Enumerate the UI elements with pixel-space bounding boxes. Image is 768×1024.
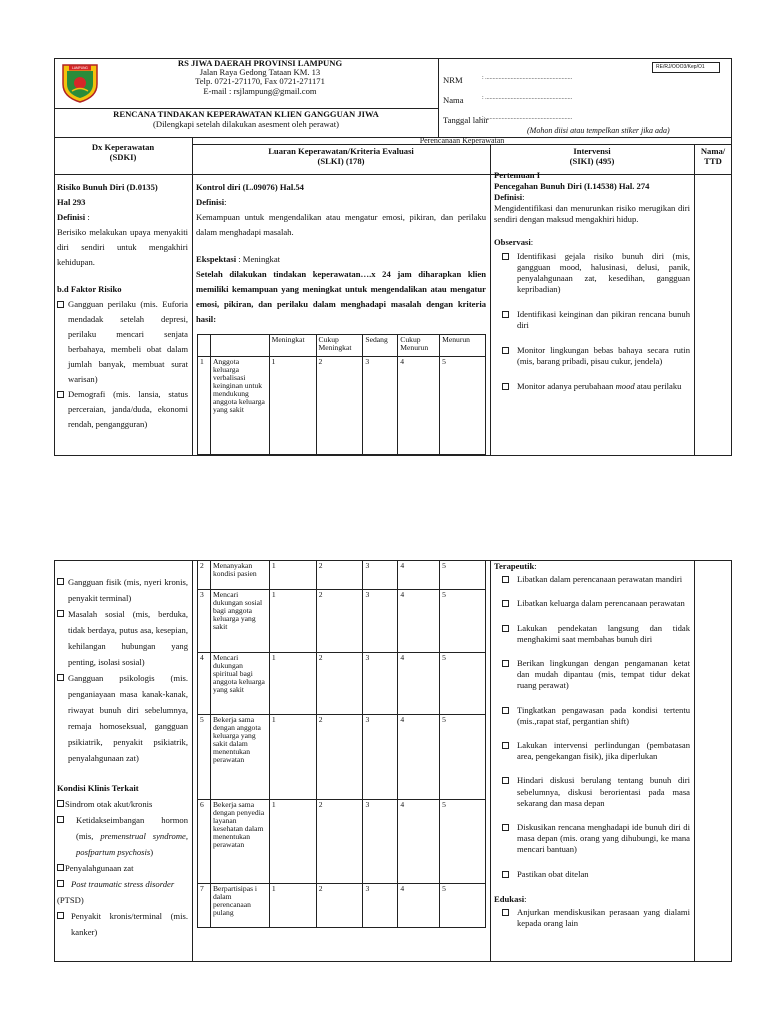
nrm-field[interactable]: : .......................................................... (482, 75, 573, 81)
tanggal-lahir-field[interactable]: : .......................................................... (482, 115, 573, 121)
dx-factor-item: Gangguan perilaku (mis. Euforia mendadak setelah depresi, perilaku mencari senjata berbahaya, membeli obat dalam jumlah banyak, membuat surat warisan) (68, 299, 188, 384)
checkbox[interactable] (502, 576, 509, 583)
intervensi-content: Pertemuan I Pencegahan Bunuh Diri (I.14538) Hal. 274 Definisi: Mengidentifikasi dan menurunkan risiko merugikan diri sendiri dengan maksud mengakhiri hidup. Observasi: Identifikasi gejala risiko bunuh diri (mis, gangguan mood, halusinasi, delusi, panik, penyalahgunaan zat, kesedihan, gangguan kepribadian) Identifikasi keinginan dan pikiran rencana bunuh diri Monitor lingkungan bebas bahaya secara rutin (mis, barang pribadi, pisau cukur, jendela) Monitor adanya perubahaan mood atau perilaku (494, 170, 690, 391)
dx-factor-item: Masalah sosial (mis, berduka, tidak berdaya, putus asa, kesepian, kehilangan hubungan yang penting, isolasi sosial) (68, 609, 188, 667)
dx-factor-item: Demografi (mis. lansia, status perceraian, janda/duda, ekonomi rendah, pengangguran) (68, 389, 188, 429)
form-subtitle: (Dilengkapi setelah dilakukan asesment oleh perawat) (153, 119, 339, 129)
terapeutik-item: Pastikan obat ditelan (517, 868, 589, 879)
dx-factor-title: b.d Faktor Risiko (57, 284, 122, 294)
hospital-name: RS JIWA DAERAH PROVINSI LAMPUNG (177, 58, 343, 68)
setelah-text: Setelah dilakukan tindakan keperawatan….x 24 jam diharapkan klien memiliki kemampuan yang meningkat untuk mengendalikan atau mengatur emosi, pikiran, dan perilaku dalam menghadapi masalah dengan kriteria hasil: (196, 269, 486, 324)
checkbox[interactable] (57, 800, 64, 807)
ekspektasi-value: : Meningkat (236, 254, 281, 264)
score-cell[interactable]: 2 (316, 800, 363, 884)
kondisi-item: Sindrom otak akut/kronis (65, 799, 153, 809)
tanggal-lahir-label: Tanggal lahir (443, 115, 489, 125)
dx-title: Risiko Bunuh Diri (D.0135) (57, 182, 158, 192)
col-header-perencanaan: Perencanaan Keperawatan (419, 136, 505, 145)
checkbox[interactable] (502, 660, 509, 667)
score-cell[interactable]: 1 (269, 715, 316, 800)
observasi-item: Monitor lingkungan bebas bahaya secara rutin (mis, barang pribadi, pisau cukur, jendela) (517, 345, 690, 366)
checkbox[interactable] (502, 625, 509, 632)
score-cell[interactable]: 5 (440, 357, 486, 455)
edukasi-item: Anjurkan mendiskusikan perasaan yang dialami kepada orang lain (517, 907, 690, 929)
form-title: RENCANA TINDAKAN KEPERAWATAN KLIEN GANGGUAN JIWA (113, 109, 379, 119)
kriteria-row: 1 Anggota keluarga verbalisasi keinginan untuk mendukung anggota keluarga yang sakit 1 2 3 4 5 (198, 357, 486, 455)
score-cell[interactable]: 4 (398, 800, 440, 884)
divider (694, 144, 695, 456)
hospital-logo (60, 62, 100, 104)
kriteria-row: 3 Mencari dukungan sosial bagi anggota keluarga yang sakit 1 2 3 4 5 (198, 590, 486, 653)
checkbox[interactable] (502, 253, 509, 260)
checkbox[interactable] (57, 880, 64, 887)
score-cell[interactable]: 3 (363, 590, 398, 653)
divider (192, 137, 193, 456)
hospital-phone: Telp. 0721-271170, Fax 0721-271171 (195, 76, 325, 87)
checkbox[interactable] (502, 707, 509, 714)
dx-def-text: Berisiko melakukan upaya menyakiti diri sendiri untuk mengakhiri kehidupan. (57, 227, 188, 267)
kriteria-table-continued (197, 560, 486, 928)
score-cell[interactable]: 4 (398, 590, 440, 653)
checkbox[interactable] (502, 311, 509, 318)
intervensi-def-label: Definisi (494, 192, 523, 202)
checkbox[interactable] (502, 347, 509, 354)
checkbox[interactable] (57, 816, 64, 823)
score-cell[interactable]: 2 (316, 561, 363, 590)
intervensi-content-continued: Terapeutik: Libatkan dalam perencanaan perawatan mandiri Libatkan keluarga dalam perencanaan perawatan Lakukan pendekatan langsung dan tidak menghakimi saat membahas bunuh diri Berikan lingkungan dengan pengamanan ketat dan mudah dipantau (mis, tempat tidur dekat ruang perawat) Tingkatkan pengawasan pada kondisi tertentu (mis.,rapat staf, pergantian shift) Lakukan intervensi perlindungan (pembatasan area, pengekangan fisik), jika diperlukan Hindari diskusi berulang tentang bunuh diri sebelumnya, diskusi berorientasi pada masa sekarang dan masa depan Diskusikan rencana menghadapi ide bunuh diri di masa depan (mis. orang yang dihubungi, ke mana mencari bantuan) Pastikan obat ditelan Edukasi: Anjurkan mendiskusikan perasaan yang dialami kepada orang lain (494, 561, 690, 929)
checkbox[interactable] (57, 391, 64, 398)
terapeutik-item: Libatkan keluarga dalam perencanaan perawatan (517, 598, 685, 609)
terapeutik-item: Berikan lingkungan dengan pengamanan ketat dan mudah dipantau (mis, tempat tidur dekat ruang perawat) (517, 658, 690, 691)
edukasi-label: Edukasi (494, 893, 525, 904)
dx-content-continued (57, 574, 188, 940)
nrm-label: NRM (443, 75, 463, 85)
luaran-content: Kontrol diri (L.09076) Hal.54 Definisi: Kemampuan untuk mengendalikan atau mengatur emosi, pikiran, dan perilaku dalam menghadapi masalah. Ekspektasi : Meningkat Setelah dilakukan tindakan keperawatan….x 24 jam diharapkan klien memiliki kemampuan yang meningkat untuk mengendalikan atau mengatur emosi, pikiran, dan perilaku dalam menghadapi masalah dengan kriteria hasil: (196, 180, 486, 327)
score-cell[interactable]: 3 (363, 653, 398, 715)
scale-header: Cukup Menurun (398, 335, 440, 357)
score-cell[interactable]: 2 (316, 715, 363, 800)
checkbox[interactable] (502, 600, 509, 607)
score-cell[interactable]: 2 (316, 590, 363, 653)
luaran-title: Kontrol diri (L.09076) Hal.54 (196, 182, 304, 192)
score-cell[interactable]: 3 (363, 561, 398, 590)
kondisi-item: Post traumatic stress disorder (71, 879, 175, 889)
score-cell[interactable]: 1 (269, 884, 316, 928)
score-cell[interactable]: 5 (440, 715, 486, 800)
terapeutik-label: Terapeutik (494, 561, 535, 571)
terapeutik-item: Tingkatkan pengawasan pada kondisi tertentu (mis.,rapat staf, pergantian shift) (517, 704, 690, 726)
checkbox[interactable] (502, 909, 509, 916)
ekspektasi-label: Ekspektasi (196, 254, 237, 264)
kondisi-item: Penyalahgunaan zat (65, 863, 134, 873)
score-cell[interactable]: 1 (269, 561, 316, 590)
scale-header: Menurun (440, 335, 486, 357)
terapeutik-item: Lakukan pendekatan langsung dan tidak menghakimi saat membahas bunuh diri (517, 622, 690, 644)
score-cell[interactable]: 2 (316, 357, 363, 455)
scale-header: Cukup Meningkat (316, 335, 363, 357)
dx-content: Risiko Bunuh Diri (D.0135) Hal 293 Definisi : Berisiko melakukan upaya menyakiti diri sendiri untuk mengakhiri kehidupan. b.d Faktor Risiko Gangguan perilaku (mis. Euforia mendadak setelah depresi, perilaku mencari senjata berbahaya, membeli obat dalam jumlah banyak, membuat surat warisan) Demografi (mis. lansia, status perceraian, janda/duda, ekonomi rendah, pengangguran) (57, 180, 188, 432)
dx-def-label: Definisi (57, 212, 86, 222)
kriteria-row: 6 Bekerja sama dengan penyedia layanan kesehatan dalam menentukan perawatan 1 2 3 4 5 (198, 800, 486, 884)
checkbox[interactable] (57, 578, 64, 585)
score-cell[interactable]: 5 (440, 590, 486, 653)
terapeutik-item: Lakukan intervensi perlindungan (pembatasan area, pengekangan fisik), jika diperlukan (517, 740, 690, 762)
observasi-item-mood: Monitor adanya perubahaan mood atau perilaku (517, 381, 682, 391)
score-cell[interactable]: 4 (398, 653, 440, 715)
checkbox[interactable] (57, 610, 64, 617)
scale-header: Meningkat (269, 335, 316, 357)
checkbox[interactable] (502, 824, 509, 831)
kondisi-title: Kondisi Klinis Terkait (57, 783, 139, 793)
score-cell[interactable]: 1 (269, 800, 316, 884)
logo-text: LAMPUNG (72, 66, 88, 70)
divider (694, 560, 695, 962)
score-cell[interactable]: 1 (269, 357, 316, 455)
terapeutik-item: Hindari diskusi berulang tentang bunuh diri sebelumnya, diskusi berorientasi pada masa sekarang dan masa depan (517, 775, 690, 808)
score-cell[interactable]: 5 (440, 653, 486, 715)
luaran-def-text: Kemampuan untuk mengendalikan atau mengatur emosi, pikiran, dan perilaku dalam menghadapi masalah. (196, 212, 486, 237)
checkbox[interactable] (57, 864, 64, 871)
score-cell[interactable]: 4 (398, 357, 440, 455)
checkbox[interactable] (57, 301, 64, 308)
hospital-info (150, 59, 370, 96)
kriteria-row: 4 Mencari dukungan spiritual bagi anggota keluarga yang sakit 1 2 3 4 5 (198, 653, 486, 715)
observasi-item: Identifikasi gejala risiko bunuh diri (mis, gangguan mood, halusinasi, delusi, panik, penyalahgunaan zat, kesedihan, gangguan kepribadian) (517, 251, 690, 294)
luaran-def-label: Definisi (196, 197, 225, 207)
divider (490, 144, 491, 456)
divider (192, 560, 193, 962)
nama-field[interactable]: : .......................................................... (482, 95, 573, 101)
dx-factor-item: Gangguan psikologis (mis. penganiayaan masa kanak-kanak, riwayat bunuh diri sebelumnya, remaja homoseksual, gangguan psikiatrik, penyakit psikiatrik, penyalahgunaan zat) (68, 673, 188, 763)
intervensi-def-text: Mengidentifikasi dan menurunkan risiko merugikan diri sendiri dengan maksud mengakhiri hidup. (494, 203, 690, 224)
pertemuan-label: Pertemuan I (494, 170, 541, 180)
observasi-label: Observasi (494, 237, 531, 247)
col-header-luaran: Luaran Keperawatan/Kriteria Evaluasi (SLKI) (178) (268, 146, 414, 166)
form-code: RE/RJ/OOO3/Kep/O1 (652, 62, 720, 73)
checkbox[interactable] (502, 871, 509, 878)
observasi-item: Identifikasi keinginan dan pikiran rencana bunuh diri (517, 309, 690, 330)
score-cell[interactable]: 5 (440, 884, 486, 928)
score-cell[interactable]: 5 (440, 800, 486, 884)
terapeutik-item: Diskusikan rencana menghadapi ide bunuh diri di masa depan (mis. orang yang dihubungi, ke mana mencari bantuan) (517, 822, 690, 855)
score-cell[interactable]: 4 (398, 715, 440, 800)
kondisi-item: Penyakit kronis/terminal (mis. kanker) (71, 911, 188, 937)
checkbox[interactable] (502, 742, 509, 749)
divider (490, 560, 491, 962)
dx-page: Hal 293 (57, 197, 86, 207)
col-header-intervensi: Intervensi (SIKI) (495) (569, 146, 615, 166)
form-title-block (56, 109, 436, 129)
kriteria-row: 7 Berpartisipas i dalam perencanaan pulang 1 2 3 4 5 (198, 884, 486, 928)
hospital-address: Jalan Raya Gedong Tataan KM. 13 (199, 67, 321, 78)
kriteria-row: 2 Menanyakan kondisi pasien 1 2 3 4 5 (198, 561, 486, 590)
kondisi-item-ptsd: (PTSD) (57, 895, 84, 905)
score-cell[interactable]: 2 (316, 653, 363, 715)
score-cell[interactable]: 1 (269, 653, 316, 715)
hospital-email: E-mail : rsjlampung@gmail.com (203, 85, 317, 96)
score-cell[interactable]: 5 (440, 561, 486, 590)
sticker-note: (Mohon diisi atau tempelkan stiker jika ada) (527, 126, 670, 135)
score-cell[interactable]: 4 (398, 884, 440, 928)
terapeutik-item: Libatkan dalam perencanaan perawatan mandiri (517, 574, 683, 585)
checkbox[interactable] (57, 674, 64, 681)
score-cell[interactable]: 3 (363, 884, 398, 928)
dx-factor-item: Gangguan fisik (mis, nyeri kronis, penyakit terminal) (68, 577, 188, 603)
score-cell[interactable]: 1 (269, 590, 316, 653)
kriteria-header-row (198, 335, 486, 357)
checkbox[interactable] (502, 777, 509, 784)
col-header-nama-ttd: Nama/ TTD (700, 146, 726, 166)
col-header-dx: Dx Keperawatan (SDKI) (91, 142, 155, 162)
score-cell[interactable]: 3 (363, 357, 398, 455)
nama-label: Nama (443, 95, 464, 105)
score-cell[interactable]: 2 (316, 884, 363, 928)
intervensi-title: Pencegahan Bunuh Diri (I.14538) Hal. 274 (494, 181, 650, 191)
kondisi-item: Ketidakseimbangan hormon (mis, premenstrual syndrome, posfpartum psychosis) (76, 815, 189, 857)
score-cell[interactable]: 3 (363, 800, 398, 884)
checkbox[interactable] (502, 383, 509, 390)
score-cell[interactable]: 4 (398, 561, 440, 590)
score-cell[interactable]: 3 (363, 715, 398, 800)
kriteria-table (197, 334, 486, 455)
scale-header: Sedang (363, 335, 398, 357)
checkbox[interactable] (57, 912, 64, 919)
kriteria-row: 5 Bekerja sama dengan anggota keluarga yang sakit dalam menentukan perawatan 1 2 3 4 5 (198, 715, 486, 800)
divider (438, 58, 439, 137)
